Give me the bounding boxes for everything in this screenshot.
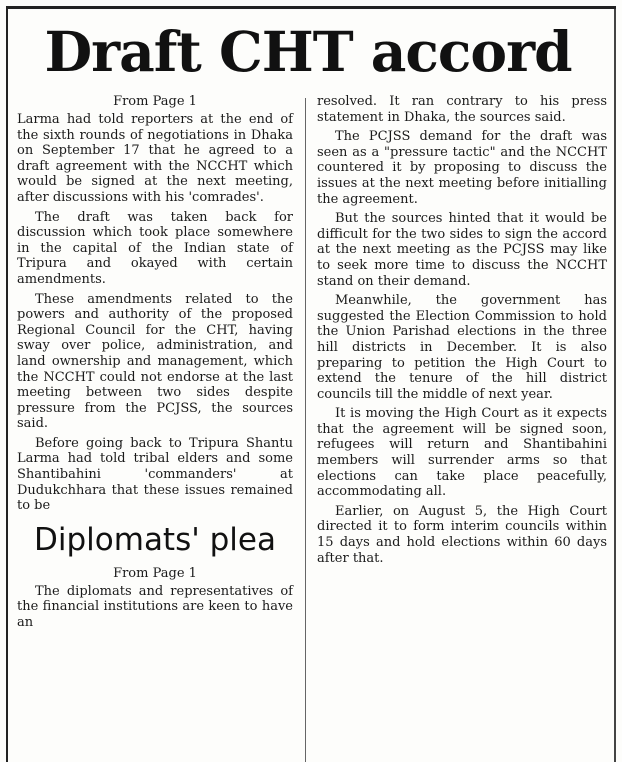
article-paragraph: Meanwhile, the government has suggested the Election Commission to hold the Union Parishad elections in the three hill districts in December. It is also preparing to petition the High Court to extend the tenure of the hill district councils till the middle of next year. (317, 293, 607, 402)
column-divider (305, 98, 306, 762)
article-paragraph: Before going back to Tripura Shantu Larma had told tribal elders and some Shantibahini 'commanders' at Dudukchhara that these issues remained to be (17, 435, 293, 514)
article-paragraph: Larma had told reporters at the end of the sixth rounds of negotiations in Dhaka on September 17 that he agreed to a draft agreement with the NCCHT which would be signed at the next meeting, after discussions with his 'comrades'. (17, 112, 293, 205)
article-headline: Draft CHT accord (44, 19, 572, 84)
left-border-rule (6, 9, 8, 762)
article-paragraph: The draft was taken back for discussion which took place somewhere in the capital of the Indian state of Tripura and okayed with certain amendments. (17, 209, 293, 287)
top-border-rule (6, 6, 616, 9)
right-border-rule (614, 9, 616, 762)
article-paragraph: It is moving the High Court as it expects that the agreement will be signed soon, refugees will return and Shantibahini members will surrender arms so that elections can take place peacefully, accommodating all. (317, 406, 607, 500)
right-column (317, 94, 607, 570)
article-dateline: From Page 1 (113, 94, 197, 109)
article-paragraph: But the sources hinted that it would be difficult for the two sides to sign the accord at the next meeting as the PCJSS may like to seek more time to discuss the NCCHT stand on their demand. (317, 211, 607, 289)
article-paragraph: These amendments related to the powers and authority of the proposed Regional Council for the CHT, having sway over police, administration, and land ownership and management, which the NCCHT could not endorse at the last meeting between two sides despite pressure from the PCJSS, the sources said. (17, 291, 293, 432)
second-article-paragraph: The diplomats and representatives of the financial institutions are keen to have an (17, 583, 293, 631)
article-paragraph: Earlier, on August 5, the High Court directed it to form interim councils within 15 days and hold elections within 60 days after that. (317, 503, 607, 566)
second-article-dateline: From Page 1 (113, 565, 197, 581)
second-article-headline: Diplomats' plea (34, 521, 276, 558)
article-paragraph: The PCJSS demand for the draft was seen as a "pressure tactic" and the NCCHT countered it by proposing to discuss the issues at the next meeting before initialling the agreement. (317, 129, 607, 207)
left-column (17, 94, 293, 635)
article-paragraph: resolved. It ran contrary to his press statement in Dhaka, the sources said. (317, 94, 607, 125)
